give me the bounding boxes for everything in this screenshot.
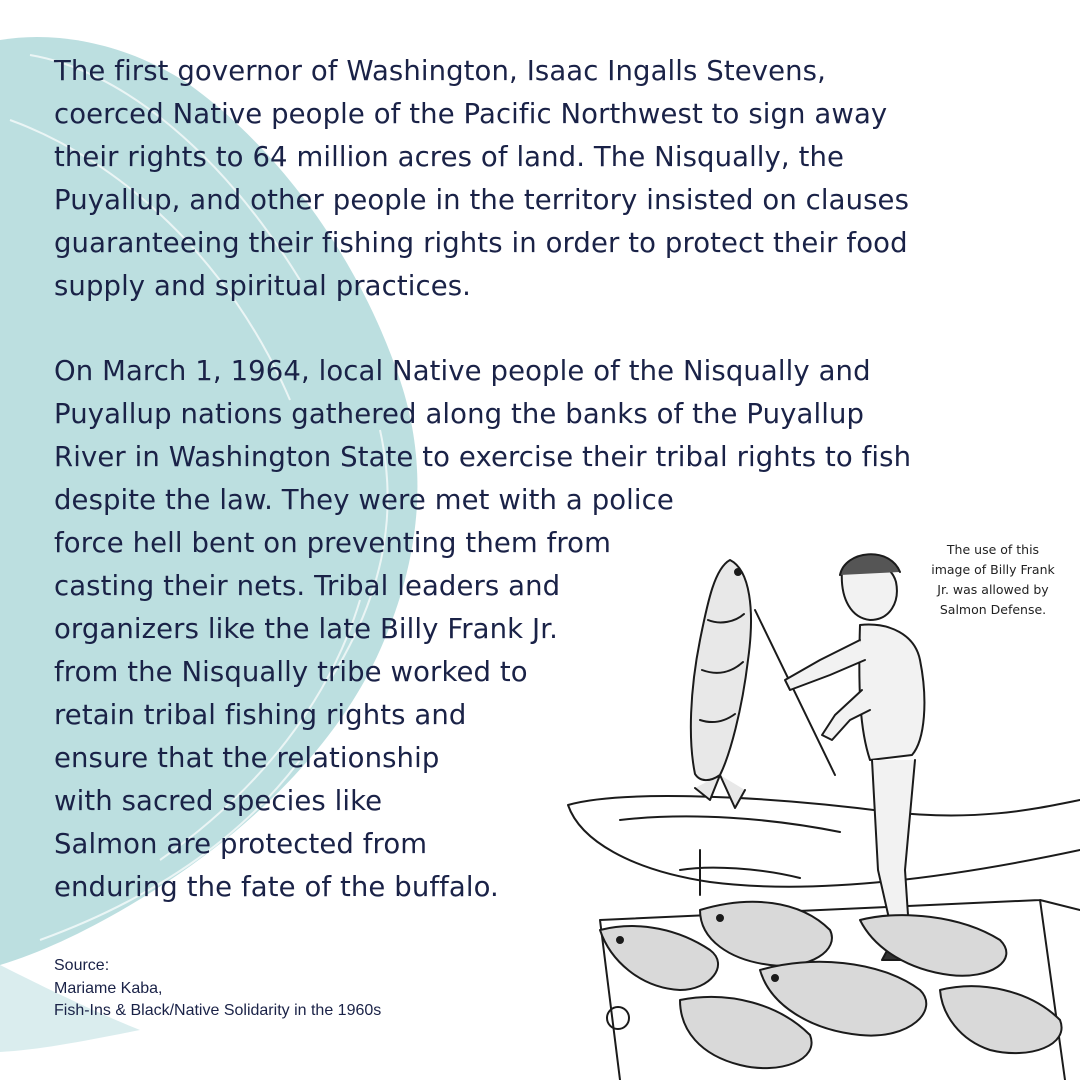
salmon-icon bbox=[691, 560, 751, 808]
text-line: River in Washington State to exercise their tribal rights to fish bbox=[54, 441, 912, 473]
text-line: with sacred species like bbox=[54, 785, 383, 817]
source-author: Mariame Kaba, bbox=[54, 979, 163, 997]
fisherman-figure bbox=[785, 554, 924, 960]
text-line: ensure that the relationship bbox=[54, 742, 440, 774]
billy-frank-illustration bbox=[560, 550, 1080, 1080]
paragraph-treaty-history bbox=[54, 50, 909, 308]
source-citation bbox=[54, 955, 381, 1023]
text-line: supply and spiritual practices. bbox=[54, 270, 471, 302]
text-line: casting their nets. Tribal leaders and bbox=[54, 570, 561, 602]
text-line: Puyallup nations gathered along the banks of the Puyallup bbox=[54, 398, 865, 430]
text-line: their rights to 64 million acres of land. The Nisqually, the bbox=[54, 141, 845, 173]
caption-line: Jr. was allowed by bbox=[937, 582, 1049, 597]
caption-line: Salmon Defense. bbox=[939, 602, 1047, 617]
boat-icon bbox=[568, 796, 1080, 895]
text-line: retain tribal fishing rights and bbox=[54, 699, 467, 731]
text-line: guaranteeing their fishing rights in order to protect their food bbox=[54, 227, 908, 259]
artist-signature bbox=[607, 1007, 629, 1029]
text-line: Puyallup, and other people in the territory insisted on clauses bbox=[54, 184, 909, 216]
text-line: organizers like the late Billy Frank Jr. bbox=[54, 613, 558, 645]
gaff-pole bbox=[755, 610, 835, 775]
text-line: coerced Native people of the Pacific Northwest to sign away bbox=[54, 98, 888, 130]
text-line: force hell bent on preventing them from bbox=[54, 527, 611, 559]
caption-line: image of Billy Frank bbox=[931, 562, 1055, 577]
text-line: Salmon are protected from bbox=[54, 828, 428, 860]
source-label: Source: bbox=[54, 957, 110, 974]
text-line: On March 1, 1964, local Native people of the Nisqually and bbox=[54, 355, 871, 387]
source-title: Fish-Ins & Black/Native Solidarity in the 1960s bbox=[54, 1002, 382, 1019]
text-line: from the Nisqually tribe worked to bbox=[54, 656, 528, 688]
text-line: enduring the fate of the buffalo. bbox=[54, 871, 499, 903]
text-line: despite the law. They were met with a police bbox=[54, 484, 674, 516]
text-line: The first governor of Washington, Isaac Ingalls Stevens, bbox=[54, 55, 826, 87]
caption-line: The use of this bbox=[946, 542, 1040, 557]
fish-pile bbox=[600, 902, 1062, 1068]
